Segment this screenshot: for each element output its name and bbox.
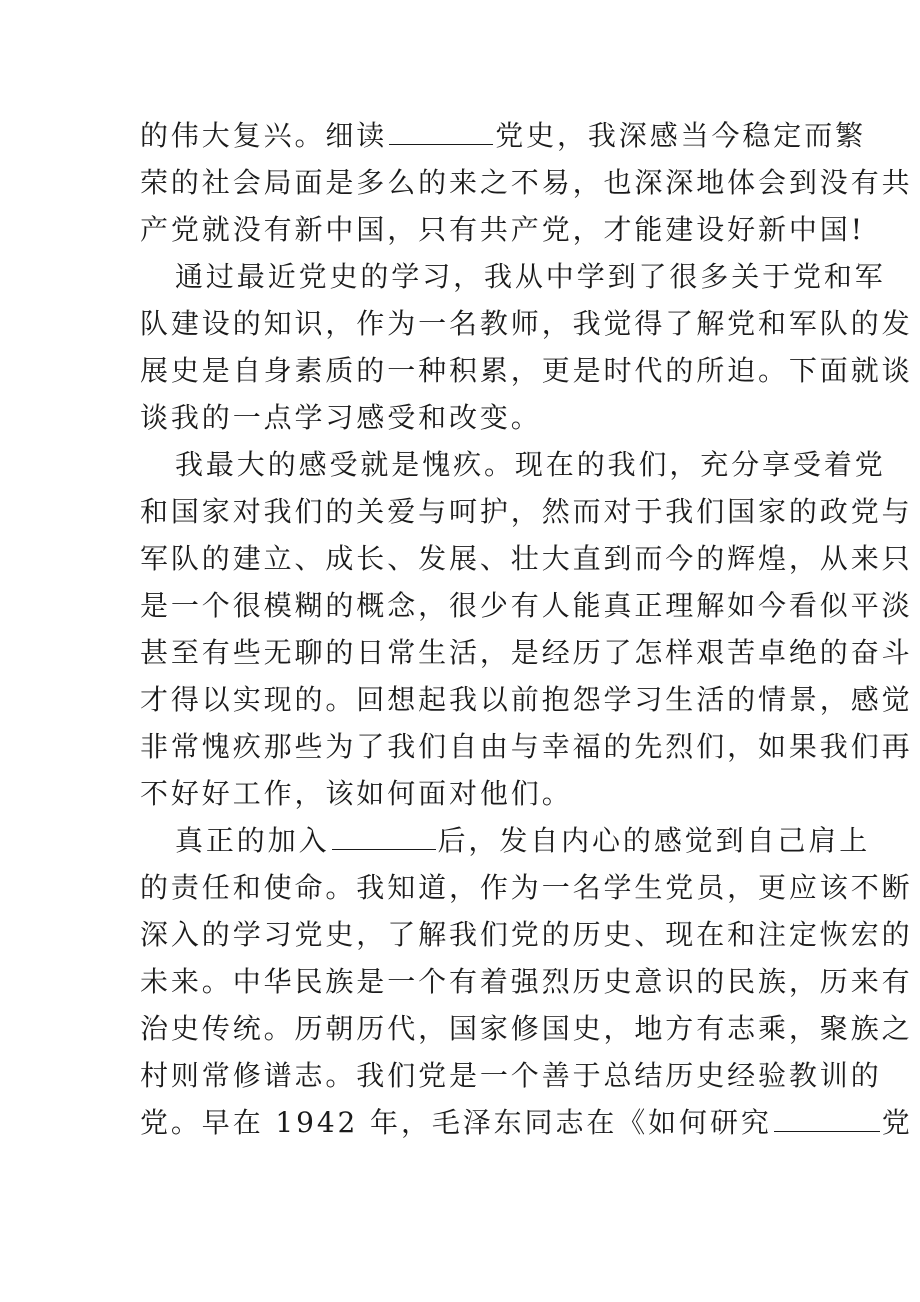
text-line: 我最大的感受就是愧疚。现在的我们，充分享受着党 — [175, 448, 886, 481]
text-line: 产党就没有新中国，只有共产党，才能建设好新中国! — [140, 213, 865, 246]
text-line: 未来。中华民族是一个有着强烈历史意识的民族，历来有 — [140, 965, 913, 998]
text-line: 甚至有些无聊的日常生活，是经历了怎样艰苦卓绝的奋斗 — [140, 636, 913, 669]
text-line — [140, 112, 867, 159]
text-line: 通过最近党史的学习，我从中学到了很多关于党和军 — [175, 260, 886, 293]
text-segment: 党史，我深感当今稳定而繁 — [495, 119, 867, 152]
text-line: 的责任和使命。我知道，作为一名学生党员，更应该不断 — [140, 871, 913, 904]
text-line: 深入的学习党史，了解我们党的历史、现在和注定恢宏的 — [140, 918, 913, 951]
text-line: 队建设的知识，作为一名教师，我觉得了解党和军队的发 — [140, 307, 913, 340]
text-segment: 后，发自内心的感觉到自己肩上 — [437, 824, 871, 857]
text-line: 是一个很模糊的概念，很少有人能真正理解如今看似平淡 — [140, 589, 913, 622]
text-segment: 的伟大复兴。细读 — [140, 119, 388, 152]
text-segment: 真正的加入 — [175, 824, 330, 857]
text-line — [140, 1099, 913, 1146]
text-segment: 党。早在 1942 年，毛泽东同志在《如何研究 — [140, 1106, 772, 1139]
text-line: 治史传统。历朝历代，国家修国史，地方有志乘，聚族之 — [140, 1012, 913, 1045]
text-line: 和国家对我们的关爱与呵护，然而对于我们国家的政党与 — [140, 495, 913, 528]
text-line: 不好好工作，该如何面对他们。 — [140, 777, 573, 810]
paragraph — [140, 817, 913, 1146]
fill-in-blank — [389, 122, 493, 145]
paragraph — [140, 253, 913, 441]
text-segment: 党 — [881, 1106, 913, 1139]
text-line: 谈我的一点学习感受和改变。 — [140, 401, 542, 434]
paragraph — [140, 112, 913, 253]
text-line: 荣的社会局面是多么的来之不易，也深深地体会到没有共 — [140, 166, 913, 199]
text-line: 展史是自身素质的一种积累，更是时代的所迫。下面就谈 — [140, 354, 913, 387]
fill-in-blank — [332, 827, 436, 850]
document-body — [140, 112, 913, 1146]
paragraph — [140, 441, 913, 817]
text-line: 非常愧疚那些为了我们自由与幸福的先烈们，如果我们再 — [140, 730, 913, 763]
text-line: 军队的建立、成长、发展、壮大直到而今的辉煌，从来只 — [140, 542, 913, 575]
text-line: 村则常修谱志。我们党是一个善于总结历史经验教训的 — [140, 1059, 882, 1092]
fill-in-blank — [774, 1109, 880, 1132]
text-line — [140, 817, 871, 864]
text-line: 才得以实现的。回想起我以前抱怨学习生活的情景，感觉 — [140, 683, 913, 716]
